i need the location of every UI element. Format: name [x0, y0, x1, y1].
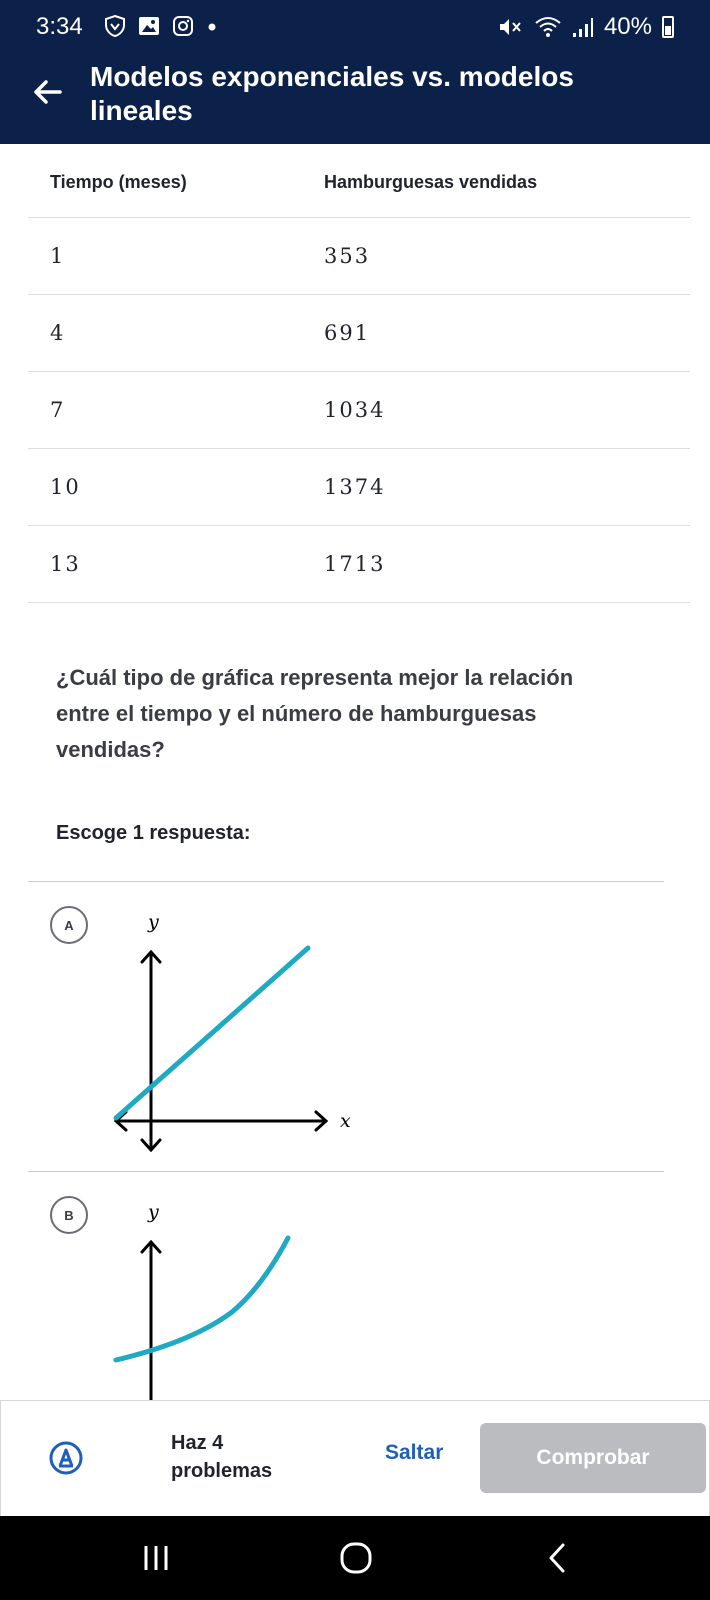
y-axis-label: y	[148, 1201, 159, 1223]
dot-icon	[205, 14, 219, 38]
exponential-curve	[116, 1238, 288, 1360]
question-text: ¿Cuál tipo de gráfica representa mejor la relación entre el tiempo y el número de hamburguesas vendidas?	[56, 665, 574, 762]
wifi-icon	[534, 15, 562, 39]
cell-time: 10	[50, 475, 81, 499]
choice-letter-a: A	[50, 906, 88, 944]
check-button[interactable]: Comprobar	[480, 1423, 706, 1493]
status-icons-right	[498, 13, 674, 41]
instagram-icon	[171, 14, 195, 38]
navigation-bar	[0, 1516, 710, 1600]
data-table	[28, 144, 690, 603]
battery-percent: 40%	[603, 13, 652, 40]
x-axis-label: x	[340, 1110, 351, 1132]
cell-time: 1	[50, 244, 66, 268]
column-header-time: Tiempo (meses)	[50, 172, 187, 192]
choice-b[interactable]	[28, 1172, 664, 1400]
table-row	[28, 372, 690, 449]
skip-button[interactable]: Saltar	[385, 1441, 444, 1464]
battery-icon	[662, 16, 674, 38]
cell-time: 4	[50, 321, 66, 345]
image-icon	[137, 14, 161, 38]
cell-time: 7	[50, 398, 66, 422]
status-bar	[0, 0, 710, 52]
table-row	[28, 526, 690, 603]
signal-icon	[572, 15, 594, 39]
action-bar	[0, 1400, 710, 1516]
cell-burgers: 1713	[324, 552, 386, 576]
choose-label: Escoge 1 respuesta:	[56, 822, 251, 844]
cell-time: 13	[50, 552, 81, 576]
cell-burgers: 353	[324, 244, 371, 268]
problems-count-text: Haz 4 problemas	[171, 1432, 273, 1482]
cell-burgers: 1034	[324, 398, 386, 422]
status-time: 3:34	[36, 13, 83, 40]
progress-icon	[49, 1441, 83, 1475]
mute-icon	[498, 15, 524, 39]
page-title: Modelos exponenciales vs. modelos lineales	[90, 61, 574, 126]
choice-a[interactable]	[28, 882, 664, 1170]
recent-apps-icon[interactable]	[136, 1538, 176, 1578]
table-row	[28, 218, 690, 295]
app-header	[0, 52, 710, 144]
status-icons-left	[103, 14, 219, 38]
column-header-burgers: Hamburguesas vendidas	[324, 172, 538, 192]
cell-burgers: 691	[324, 321, 371, 345]
table-header	[28, 144, 690, 218]
home-icon[interactable]	[336, 1538, 376, 1578]
shield-icon	[103, 14, 127, 38]
choice-letter-b: B	[50, 1196, 88, 1234]
back-arrow-icon[interactable]	[30, 74, 66, 110]
table-row	[28, 295, 690, 372]
y-axis-label: y	[148, 911, 159, 933]
linear-curve	[116, 948, 308, 1118]
cell-burgers: 1374	[324, 475, 386, 499]
back-icon[interactable]	[538, 1538, 578, 1578]
exponential-graph	[112, 1172, 412, 1400]
linear-graph	[112, 882, 412, 1170]
table-row	[28, 449, 690, 526]
